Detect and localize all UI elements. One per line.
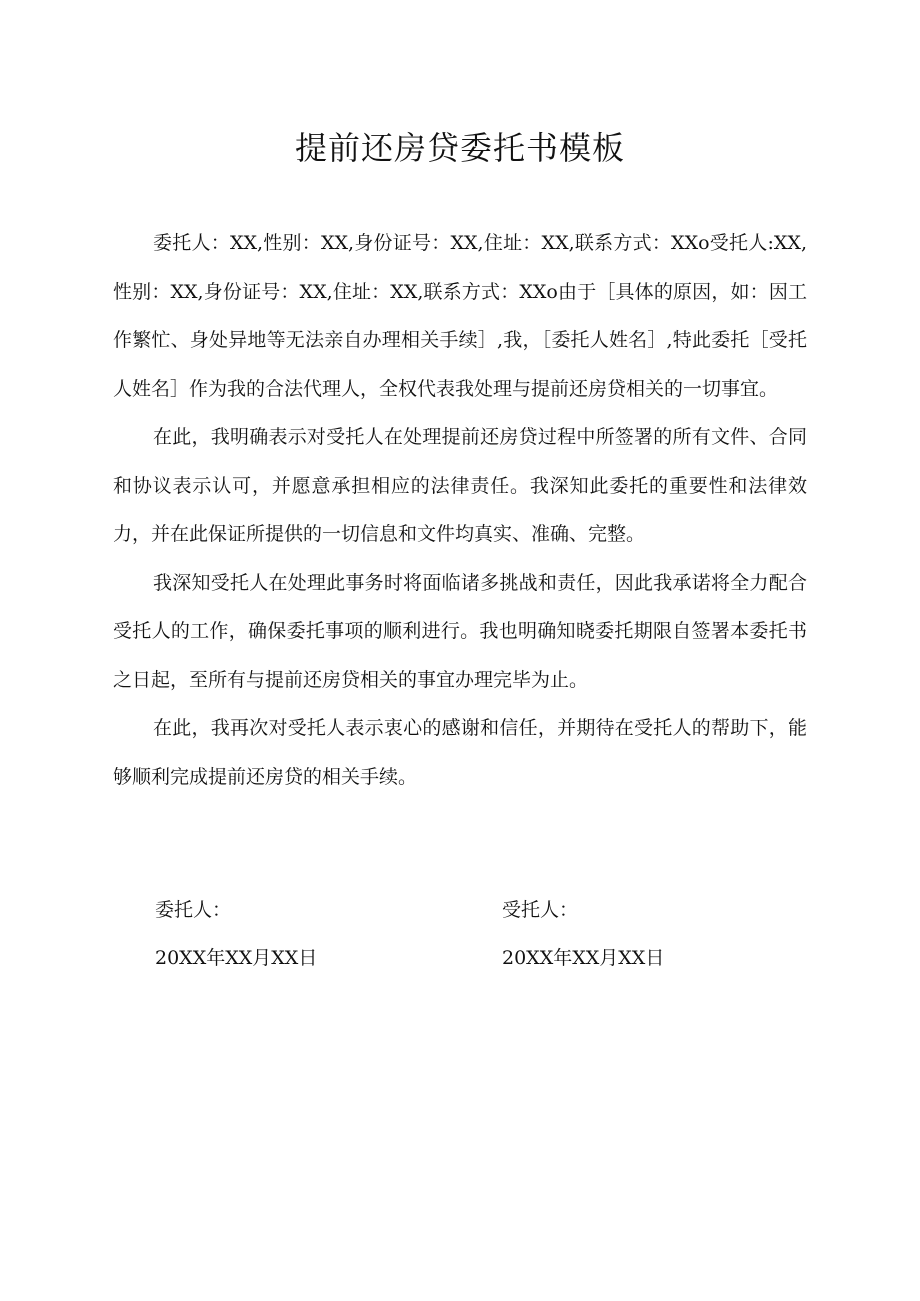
principal-signature-block: [155, 886, 317, 982]
principal-date: 20XX年XX月XX日: [155, 947, 318, 969]
paragraph-acknowledgement: 在此，我明确表示对受托人在处理提前还房贷过程中所签署的所有文件、合同和协议表示认可，并愿意承担相应的法律责任。我深知此委托的重要性和法律效力，并在此保证所提供的一切信息和文件均真实、准确、完整。: [113, 426, 807, 545]
agent-date: 20XX年XX月XX日: [502, 947, 665, 969]
document-body: [113, 219, 807, 801]
paragraph-parties: 委托人：XX,性别：XX,身份证号：XX,住址：XX,联系方式：XXo受托人:XX,性别：XX,身份证号：XX,住址：XX,联系方式：XXo由于［具体的原因，如：因工作繁忙、身处异地等无法亲自办理相关手续］,我，［委托人姓名］,特此委托［受托人姓名］作为我的合法代理人，全权代表我处理与提前还房贷相关的一切事宜。: [113, 232, 807, 400]
agent-signature-block: [502, 886, 664, 982]
paragraph-thanks: 在此，我再次对受托人表示衷心的感谢和信任，并期待在受托人的帮助下，能够顺利完成提前还房贷的相关手续。: [113, 717, 807, 788]
paragraph-commitment: 我深知受托人在处理此事务时将面临诸多挑战和责任，因此我承诺将全力配合受托人的工作，确保委托事项的顺利进行。我也明确知晓委托期限自签署本委托书之日起，至所有与提前还房贷相关的事宜办理完毕为止。: [113, 571, 807, 691]
document-title: 提前还房贷委托书模板: [294, 129, 625, 167]
agent-label: 受托人：: [502, 899, 579, 921]
principal-label: 委托人：: [155, 899, 232, 921]
